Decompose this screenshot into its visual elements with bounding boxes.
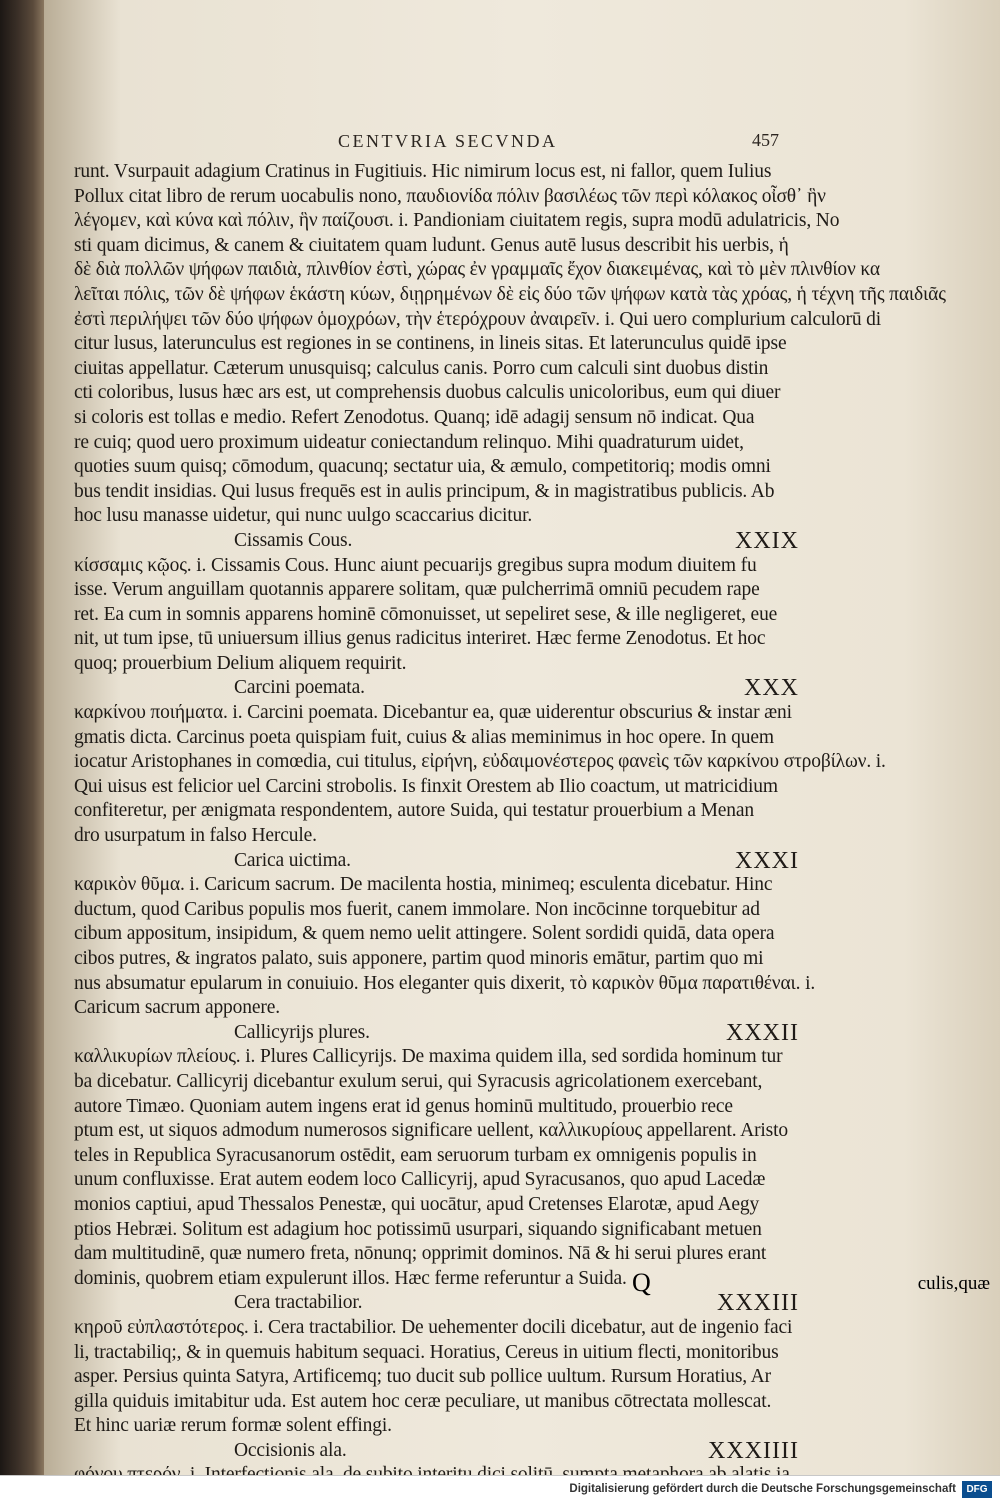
adage-number: XXXII	[726, 1019, 799, 1046]
adage-entry	[74, 675, 886, 848]
adage-entry	[74, 1291, 809, 1439]
adage-entry	[74, 529, 809, 677]
adage-title: Cera tractabilior.	[234, 1292, 363, 1314]
text-line: runt. Vsurpauit adagium Cratinus in Fugitiuis. Hic nimirum locus est, ni fallor, quem Iulius	[74, 161, 772, 182]
text-line: gilla quiduis imitabitur uda. Est autem hoc ceræ peculiare, ut manibus cōtrectata mollescat.	[74, 1390, 772, 1412]
adage-heading	[74, 1021, 809, 1046]
text-line: dam multitudinē, quæ numero freta, nōnunq; opprimit dominos. Nā & hi serui plures erant	[74, 1243, 767, 1265]
footer-credit: Digitalisierung gefördert durch die Deutsche Forschungsgemeinschaft	[569, 1483, 956, 1495]
text-line: ptios Hebræi. Solitum est adagium hoc potissimū usurpari, siquando significabant metuen	[74, 1218, 762, 1240]
adage-title: Carica uictima.	[234, 849, 351, 871]
adage-entry	[74, 847, 816, 1021]
text-line: ba dicebatur. Callicyrij dicebantur exulum serui, qui Syracusis agricolationem exercebant,	[74, 1070, 763, 1092]
text-line: re cuiq; quod uero proximum uideatur coniectandum relinquo. Mihi quadraturum uidet,	[74, 431, 744, 453]
adage-title: Occisionis ala.	[234, 1439, 347, 1461]
running-head: CENTVRIA SECVNDA	[338, 131, 558, 151]
digitization-footer	[0, 1475, 1000, 1504]
text-line: quoq; prouerbium Delium aliquem requirit.	[74, 652, 407, 674]
text-line: Pollux citat libro de rerum uocabulis nono, παυδιονίδα πόλιν βασιλέως τῶν περὶ κόλακος οἶσθ᾽ ἣν	[74, 185, 826, 207]
text-line: unum confluxisse. Erat autem eodem loco Callicyrij, apud Syracusanos, quo apud Lacedæ	[74, 1169, 766, 1191]
text-line: ptum est, ut siquos admodum numerosos significare uellent, καλλικυρίους appellarent. Aristo	[74, 1120, 788, 1142]
text-line: li, tractabiliq;, & in quemuis habitum sequaci. Horatius, Cereus in uitium flecti, monitoribus	[74, 1341, 779, 1363]
intro-paragraph	[74, 160, 946, 529]
text-line: nus absumatur epularum in conuiuio. Hos eleganter quis dixerit, τὸ καρικὸν θῦμα παρατιθέναι. i.	[74, 972, 816, 994]
text-line: quoties suum quisq; cōmodum, quacunq; sectatur uia, & æmulo, competitoriq; modis omni	[74, 456, 771, 478]
text-line: κίσσαμις κῷος. i. Cissamis Cous. Hunc aiunt pecuarijs gregibus supra modum diuitem fu	[74, 554, 757, 576]
adage-title: Callicyrijs plures.	[234, 1021, 370, 1043]
adage-heading	[74, 849, 809, 874]
text-line: sti quam dicimus, & canem & ciuitatem quam ludunt. Genus autē lusus describit his uerbis, ἡ	[74, 234, 789, 256]
adage-heading	[74, 676, 809, 701]
adage-number: XXX	[744, 675, 799, 702]
page-number: 457	[752, 130, 779, 150]
text-line: ductum, quod Caribus populis mos fuerit, canem immolare. Non incōcinne torquebitur ad	[74, 898, 760, 920]
text-line: teles in Republica Syracusanorum ostēdit, eam seruorum turbam ex omnigenis populis in	[74, 1144, 757, 1166]
text-line: confiteretur, per ænigmata respondentem, autore Suida, qui testatur prouerbium a Menan	[74, 800, 754, 822]
signature-mark: Q	[632, 1268, 651, 1297]
text-line: citur lusus, laterunculus est regiones in se continens, in lineis sitas. Et laterunculus quidē ipse	[74, 333, 787, 355]
text-line: ἐστὶ περιλήψει τῶν δύο ψήφων ὁμοχρόων, τὴν ἑτερόχρουν ἀναιρεῖν. i. Qui uero complurium calculorū di	[74, 308, 882, 330]
text-line: ret. Ea cum in somnis apparens hominē cōmonuisset, ut sepeliret sese, & ille negligeret, eue	[74, 603, 778, 625]
text-line: cti coloribus, lusus hæc ars est, ut comprehensis duobus calculis unicoloribus, eum qui diuer	[74, 382, 781, 404]
text-line: Et hinc uariæ rerum formæ solent effingi.	[74, 1415, 392, 1437]
text-line: δὲ διὰ πολλῶν ψήφων παιδιὰ, πλινθίον ἐστὶ, χώρας ἐν γραμμαῖς ἔχον διακειμένας, καὶ τὸ μὲν πλινθίον κα	[74, 259, 880, 281]
text-line: κηροῦ εὐπλαστότερος. i. Cera tractabilior. De uehementer docili dicebatur, aut de ingenio faci	[74, 1316, 793, 1338]
text-line: cibum appositum, insipidum, & quem nemo uelit attingere. Solent sordidi quidā, data opera	[74, 923, 775, 945]
text-line: καρκίνου ποιήματα. i. Carcini poemata. Dicebantur ea, quæ uiderentur obscurius & instar æni	[74, 702, 792, 724]
text-line: καρικὸν θῦμα. i. Caricum sacrum. De macilenta hostia, minimeq; esculenta dicebatur. Hinc	[74, 874, 773, 896]
text-line: cibos putres, & ingratos palato, suis apponere, partim quod minoris emātur, partim quo mi	[74, 948, 764, 969]
text-line: isse. Verum anguillam quotannis apparere solitam, quæ pulcherrimā omniū pecudem rape	[74, 579, 760, 601]
text-line: asper. Persius quinta Satyra, Artificemq; tuo ducit sub pollice uultum. Rursum Horatius, Ar	[74, 1366, 771, 1388]
text-line: λέγομεν, καὶ κύνα καὶ πόλιν, ἣν παίζουσι. i. Pandioniam ciuitatem regis, supra modū adulatricis, No	[74, 210, 840, 232]
adage-entry	[74, 1021, 809, 1292]
text-line: ciuitas appellatur. Cæterum unusquisq; calculus canis. Porro cum calculi sint duobus distin	[74, 357, 769, 379]
adage-title: Cissamis Cous.	[234, 529, 353, 551]
adage-number: XXXIIII	[708, 1437, 799, 1464]
text-line: καλλικυρίων πλείους. i. Plures Callicyrijs. De maxima quidem illa, sed sordida hominum tur	[74, 1046, 783, 1068]
book-page	[44, 0, 1000, 1475]
text-line: nit, ut tum ipse, tū uniuersum illius genus radicitus interiret. Hæc ferme Zenodotus. Et hoc	[74, 628, 766, 650]
adage-entries	[74, 527, 886, 1488]
adage-heading	[74, 1439, 809, 1464]
text-line: dominis, quobrem etiam expulerunt illos. Hæc ferme referuntur a Suida.	[74, 1267, 627, 1289]
text-line: monios captiui, apud Thessalos Penestæ, qui uocātur, apud Cretenses Elarotæ, apud Aegy	[74, 1193, 760, 1215]
text-line: Qui uisus est felicior uel Carcini strobolis. Is finxit Orestem ab Ilio coactum, ut matricidium	[74, 775, 778, 797]
text-line: hoc lusu manasse uidetur, qui nunc uulgo scaccarius dicitur.	[74, 505, 533, 527]
text-line: λεῖται πόλις, τῶν δὲ ψήφων ἑκάστη κύων, διῃρημένων δὲ εἰς δύο τῶν ψήφων κατὰ τὰς χρόας, ἡ τέχνη τῆς παιδιᾶς	[74, 283, 946, 305]
text-line: Caricum sacrum apponere.	[74, 997, 280, 1019]
adage-number: XXIX	[735, 527, 799, 554]
text-line: si coloris est tollas e medio. Refert Zenodotus. Quanq; idē adagij sensum nō indicat. Qua	[74, 406, 755, 428]
body-text	[74, 160, 946, 1488]
text-line: bus tendit insidias. Qui lusus frequēs est in aulis principum, & in magistratibus publicis. Ab	[74, 480, 775, 502]
adage-number: XXXI	[735, 847, 799, 874]
text-line: gmatis dicta. Carcinus poeta quispiam fuit, cuius & alias meminimus in hoc opere. In quem	[74, 726, 774, 748]
adage-number: XXXIII	[717, 1290, 799, 1317]
text-line: iocatur Aristophanes in comœdia, cui titulus, εἰρήνη, εὐδαιμονέστερος φανεὶς τῶν καρκίνου στροβίλων. i.	[74, 751, 886, 773]
book-spine-edge	[0, 0, 44, 1475]
adage-heading	[74, 1291, 809, 1316]
dfg-logo: DFG	[962, 1481, 992, 1498]
catchword: culis,quæ	[917, 1273, 990, 1294]
adage-title: Carcini poemata.	[234, 677, 365, 699]
text-line: autore Timæo. Quoniam autem ingens erat id genus hominū multitudo, prouerbio rece	[74, 1095, 733, 1117]
text-line: dro usurpatum in falso Hercule.	[74, 825, 317, 847]
adage-heading	[74, 529, 809, 554]
